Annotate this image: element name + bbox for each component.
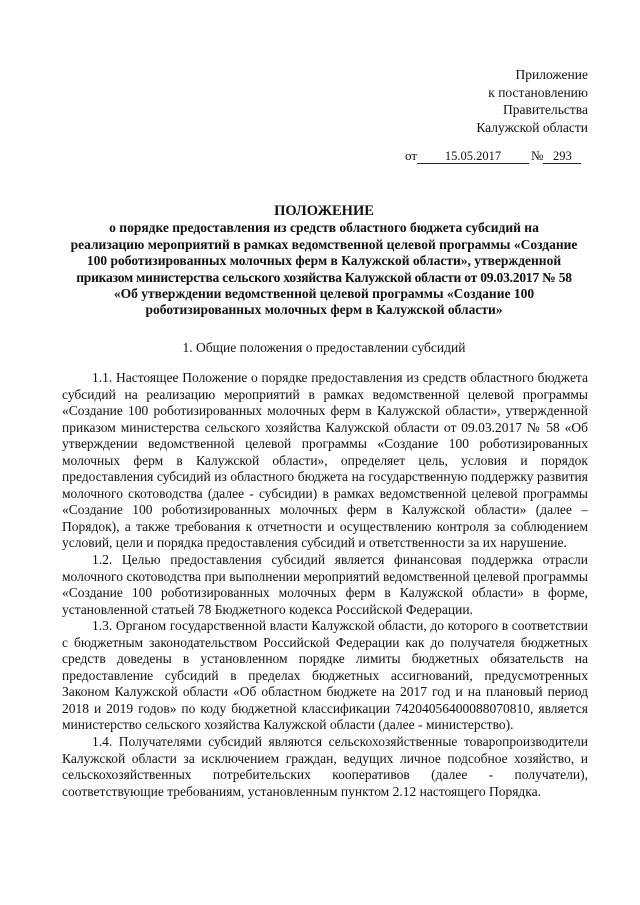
annex-line: Приложение (515, 67, 588, 82)
document-title (58, 203, 590, 319)
date-label: от (405, 148, 418, 163)
title-line: приказом министерства сельского хозяйства Калужской области от 09.03.2017 № 58 (76, 269, 572, 285)
annex-block (476, 66, 588, 136)
paragraph-1-1: 1.1. Настоящее Положение о порядке предоставления из средств областного бюджета субсидий на реализацию мероприятий в рамках ведомственной целевой программы «Создание 100 роботизированных молочных ферм в Калужской области», утвержденной приказом министерства сельского хозяйства Калужской области от 09.03.2017 № 58 «Об утверждении ведомственной целевой программы «Создание 100 роботизированных молочных ферм в Калужской области», определяет цель, условия и порядок предоставления субсидий из областного бюджета на государственную поддержку развития молочного скотоводства (далее - субсидии) в рамках ведомственной целевой программы «Создание 100 роботизированных молочных ферм в Калужской области» (далее – Порядок), а также требования к отчетности и осуществлению контроля за соблюдением условий, цели и порядка предоставления субсидий и ответственности за их нарушение. (62, 370, 588, 551)
title-line: роботизированных молочных ферм в Калужской области» (145, 302, 503, 318)
number-label: № (531, 148, 544, 163)
document-body (62, 370, 588, 800)
date-number-line (405, 148, 581, 164)
paragraph-1-2: 1.2. Целью предоставления субсидий является финансовая поддержка отрасли молочного скотоводства при выполнении мероприятий ведомственной целевой программы «Создание 100 роботизированных молочных ферм в Калужской области» в форме, установленной статьей 78 Бюджетного кодекса Российской Федерации. (62, 552, 588, 617)
document-number: 293 (543, 149, 581, 164)
annex-line: Правительства (503, 102, 588, 117)
annex-line: к постановлению (488, 84, 588, 100)
title-line: 100 роботизированных молочных ферм в Калужской области», утвержденной (86, 253, 562, 269)
paragraph-1-3: 1.3. Органом государственной власти Калужской области, до которого в соответствии с бюджетным законодательством Российской Федерации как до получателя бюджетных средств доведены в установленном порядке лимиты бюджетных обязательств на предоставление субсидий в пределах бюджетных ассигнований, предусмотренных Законом Калужской области «Об областном бюджете на 2017 год и на плановый период 2018 и 2019 годов» по коду бюджетной классификации 74204056400088070810, является министерство сельского хозяйства Калужской области (далее - министерство). (62, 618, 588, 733)
title-line: реализацию мероприятий в рамках ведомственной целевой программы «Создание (70, 236, 578, 252)
title-line: о порядке предоставления из средств областного бюджета субсидий на (109, 220, 539, 236)
document-date: 15.05.2017 (417, 149, 529, 164)
section-heading: 1. Общие положения о предоставлении субсидий (182, 340, 466, 355)
title-line: «Об утверждении ведомственной целевой программы «Создание 100 (113, 286, 535, 302)
paragraph-1-4: 1.4. Получателями субсидий являются сельскохозяйственные товаропроизводители Калужской области за исключением граждан, ведущих личное подсобное хозяйство, и сельскохозяйственных потребительских кооперативов (далее - получатели), соответствующие требованиям, установленным пунктом 2.12 настоящего Порядка. (62, 734, 588, 799)
title-heading: ПОЛОЖЕНИЕ (274, 203, 374, 219)
annex-line: Калужской области (476, 119, 588, 135)
